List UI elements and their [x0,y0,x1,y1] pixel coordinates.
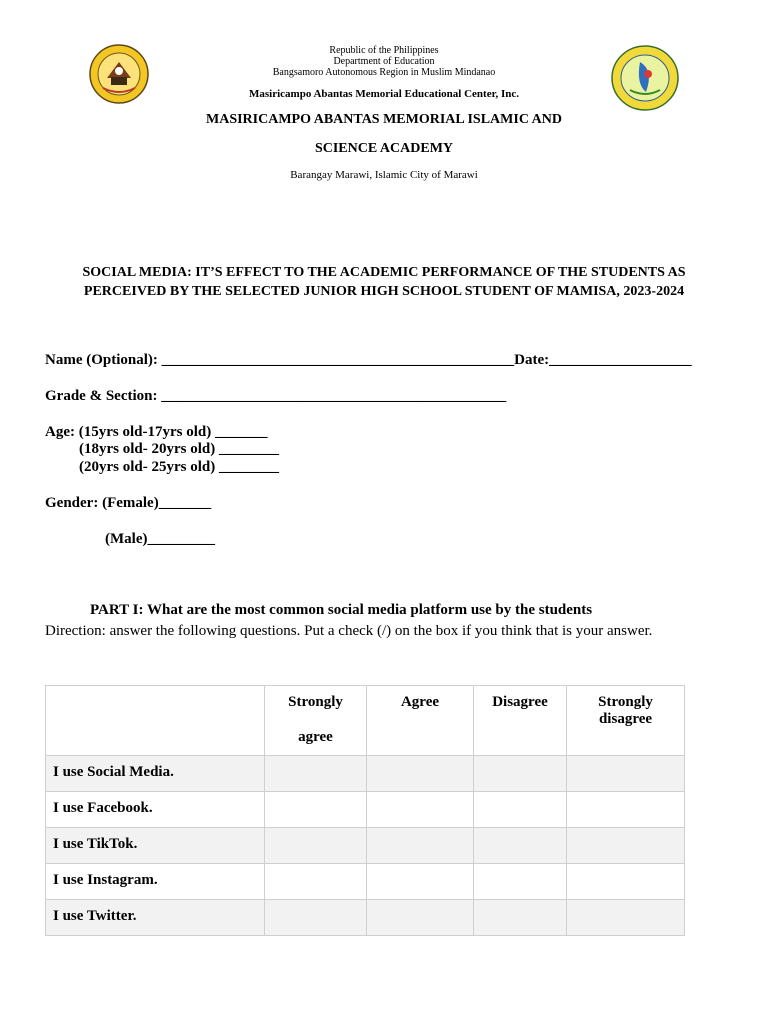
school-name-line1: MASIRICAMPO ABANTAS MEMORIAL ISLAMIC AND [206,112,562,127]
survey-table [45,685,685,936]
header-strongly-disagree: Strongly disagree [567,686,685,756]
header-blank-cell [46,686,265,756]
checkbox-cell[interactable] [567,864,685,900]
table-row [46,756,685,792]
direction-text: answer the following questions. Put a check (/) on the box if you think that is your answer. [105,623,653,639]
checkbox-cell[interactable] [265,792,367,828]
age-option-18-20[interactable]: (18yrs old- 20yrs old) ________ [79,441,279,457]
checkbox-cell[interactable] [265,864,367,900]
checkbox-cell[interactable] [367,792,474,828]
header-strongly-agree: Strongly agree [265,686,367,756]
gender-female-field[interactable]: Gender: (Female)_______ [45,495,212,511]
educational-center-name: Masiricampo Abantas Memorial Educational Center, Inc. [249,88,519,100]
checkbox-cell[interactable] [367,756,474,792]
row-label-tiktok: I use TikTok. [46,828,265,864]
checkbox-cell[interactable] [265,900,367,936]
table-row [46,828,685,864]
header-region: Bangsamoro Autonomous Region in Muslim Mindanao [272,67,496,78]
checkbox-cell[interactable] [474,792,567,828]
checkbox-cell[interactable] [474,756,567,792]
row-label-social-media: I use Social Media. [46,756,265,792]
part1-heading: PART I: What are the most common social media platform use by the students [90,602,593,618]
checkbox-cell[interactable] [474,828,567,864]
table-row [46,792,685,828]
header-agree: Agree [367,686,474,756]
table-row [46,900,685,936]
direction-label: Direction: [45,623,106,639]
part1-direction [45,623,652,640]
header-republic: Republic of the Philippines [329,45,439,56]
school-address: Barangay Marawi, Islamic City of Marawi [290,169,478,181]
header-disagree: Disagree [474,686,567,756]
table-row [46,864,685,900]
table-header-row [46,686,685,756]
checkbox-cell[interactable] [474,864,567,900]
checkbox-cell[interactable] [367,828,474,864]
checkbox-cell[interactable] [567,828,685,864]
checkbox-cell[interactable] [567,792,685,828]
row-label-twitter: I use Twitter. [46,900,265,936]
checkbox-cell[interactable] [567,756,685,792]
gender-male-field[interactable]: (Male)_________ [105,531,215,547]
row-label-instagram: I use Instagram. [46,864,265,900]
name-date-field[interactable]: Name (Optional): _______________________________________________Date:___________________ [45,352,692,368]
checkbox-cell[interactable] [367,864,474,900]
research-title-line1: SOCIAL MEDIA: IT’S EFFECT TO THE ACADEMIC PERFORMANCE OF THE STUDENTS AS [82,265,686,280]
grade-section-field[interactable]: Grade & Section: ______________________________________________ [45,388,507,404]
research-title-line2: PERCEIVED BY THE SELECTED JUNIOR HIGH SCHOOL STUDENT OF MAMISA, 2023-2024 [83,284,685,299]
header-department: Department of Education [333,56,435,67]
age-option-20-25[interactable]: (20yrs old- 25yrs old) ________ [79,459,279,475]
checkbox-cell[interactable] [474,900,567,936]
checkbox-cell[interactable] [265,828,367,864]
age-option-15-17[interactable]: Age: (15yrs old-17yrs old) _______ [45,424,268,440]
checkbox-cell[interactable] [367,900,474,936]
row-label-facebook: I use Facebook. [46,792,265,828]
school-name-line2: SCIENCE ACADEMY [314,141,454,156]
checkbox-cell[interactable] [265,756,367,792]
checkbox-cell[interactable] [567,900,685,936]
